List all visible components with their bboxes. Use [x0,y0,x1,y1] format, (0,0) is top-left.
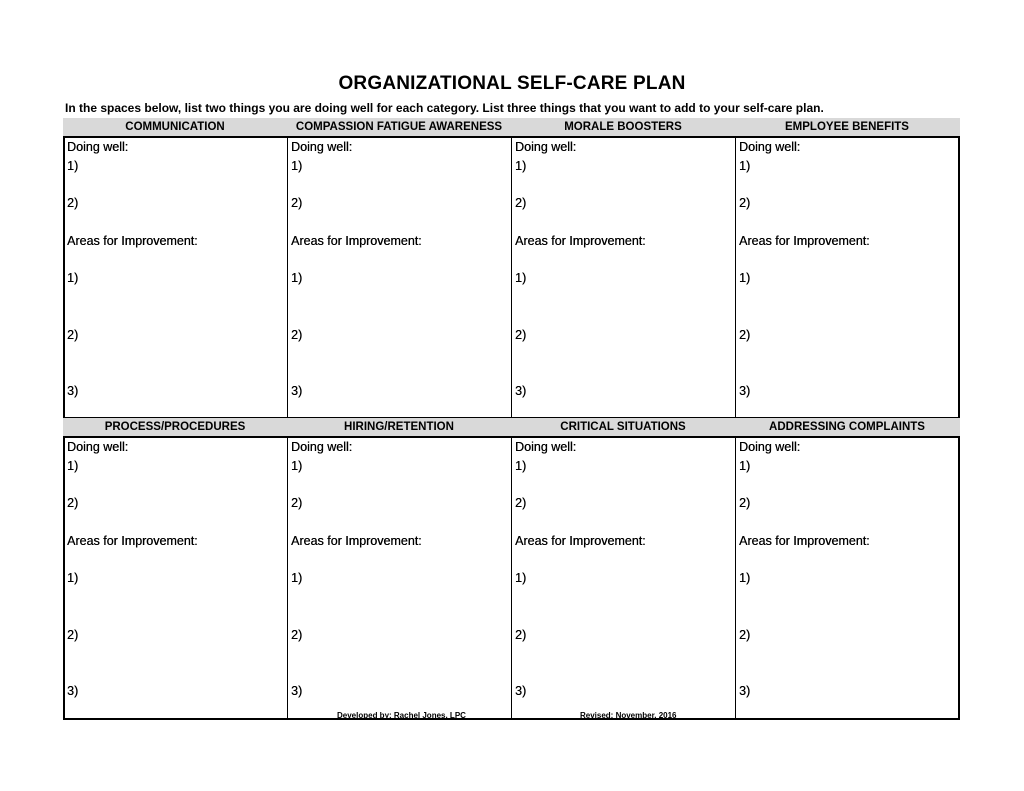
improvement-item-1: 1) [291,271,303,285]
doing-well-item-1: 1) [291,459,303,473]
doing-well-label: Doing well: [515,440,577,454]
improvement-item-3: 3) [67,384,79,398]
improvement-item-1: 1) [67,571,79,585]
areas-improvement-label: Areas for Improvement: [291,234,422,248]
doing-well-item-2: 2) [67,496,79,510]
category-header: CRITICAL SITUATIONS [560,421,686,433]
doing-well-item-1: 1) [67,459,79,473]
doing-well-item-2: 2) [739,496,751,510]
doing-well-label: Doing well: [67,140,129,154]
improvement-item-2: 2) [515,628,527,642]
category-cell [65,438,289,718]
improvement-item-1: 1) [739,271,751,285]
improvement-item-1: 1) [739,571,751,585]
areas-improvement-label: Areas for Improvement: [67,234,198,248]
category-header: EMPLOYEE BENEFITS [785,121,909,133]
doing-well-label: Doing well: [515,140,577,154]
category-header: PROCESS/PROCEDURES [104,421,246,433]
areas-improvement-label: Areas for Improvement: [67,534,198,548]
doing-well-item-1: 1) [291,159,303,173]
category-cell [289,138,513,417]
improvement-item-1: 1) [67,271,79,285]
instructions: In the spaces below, list two things you are doing well for each category. List three things that you want to add to your self-care plan. [65,101,824,115]
doing-well-item-2: 2) [739,196,751,210]
improvement-item-3: 3) [67,684,79,698]
improvement-item-2: 2) [291,628,303,642]
improvement-item-2: 2) [515,328,527,342]
category-header: COMPASSION FATIGUE AWARENESS [295,121,503,133]
revised-footer: Revised: November, 2016 [580,711,677,720]
developed-by-footer: Developed by: Rachel Jones, LPC [337,711,466,720]
doing-well-item-1: 1) [739,159,751,173]
category-header: COMMUNICATION [125,121,225,133]
doing-well-item-2: 2) [291,196,303,210]
improvement-item-1: 1) [515,571,527,585]
section-2-header-row [63,418,960,436]
doing-well-label: Doing well: [739,140,801,154]
improvement-item-3: 3) [291,384,303,398]
category-header: MORALE BOOSTERS [564,121,682,133]
improvement-item-2: 2) [67,628,79,642]
category-cell [289,438,513,718]
improvement-item-3: 3) [515,384,527,398]
doing-well-item-1: 1) [739,459,751,473]
page-title: ORGANIZATIONAL SELF-CARE PLAN [338,73,686,94]
doing-well-label: Doing well: [739,440,801,454]
doing-well-item-2: 2) [291,496,303,510]
doing-well-item-1: 1) [515,159,527,173]
improvement-item-1: 1) [515,271,527,285]
doing-well-item-2: 2) [67,196,79,210]
category-cell [513,138,737,417]
areas-improvement-label: Areas for Improvement: [739,534,870,548]
section-1-header-row [63,118,960,136]
category-header: ADDRESSING COMPLAINTS [769,421,925,433]
improvement-item-2: 2) [67,328,79,342]
category-cell [737,438,961,718]
improvement-item-2: 2) [739,628,751,642]
doing-well-item-1: 1) [67,159,79,173]
improvement-item-3: 3) [515,684,527,698]
doing-well-item-2: 2) [515,196,527,210]
category-cell [65,138,289,417]
doing-well-label: Doing well: [291,140,353,154]
areas-improvement-label: Areas for Improvement: [515,534,646,548]
doing-well-item-2: 2) [515,496,527,510]
category-header: HIRING/RETENTION [344,421,454,433]
improvement-item-3: 3) [739,684,751,698]
improvement-item-2: 2) [739,328,751,342]
category-cell [513,438,737,718]
improvement-item-1: 1) [291,571,303,585]
doing-well-item-1: 1) [515,459,527,473]
areas-improvement-label: Areas for Improvement: [291,534,422,548]
areas-improvement-label: Areas for Improvement: [739,234,870,248]
section-2-box [63,436,960,720]
areas-improvement-label: Areas for Improvement: [515,234,646,248]
doing-well-label: Doing well: [291,440,353,454]
improvement-item-2: 2) [291,328,303,342]
improvement-item-3: 3) [291,684,303,698]
category-cell [737,138,961,417]
doing-well-label: Doing well: [67,440,129,454]
improvement-item-3: 3) [739,384,751,398]
section-1-box [63,136,960,419]
